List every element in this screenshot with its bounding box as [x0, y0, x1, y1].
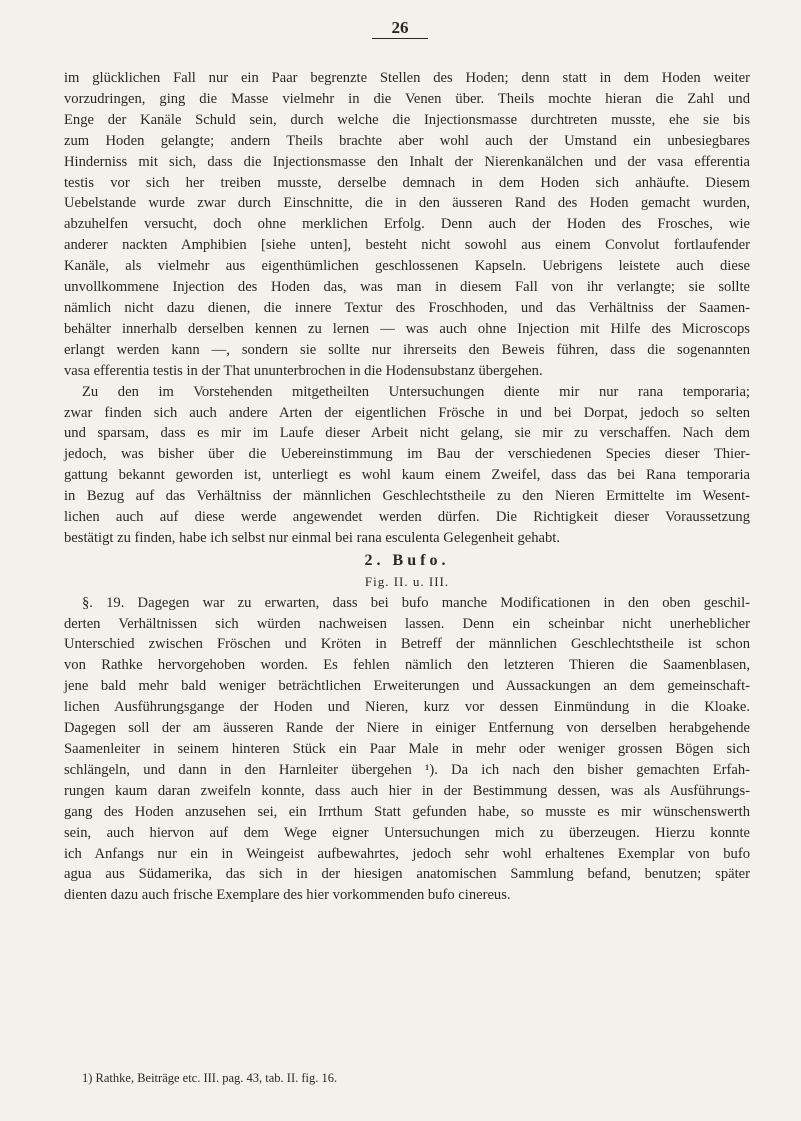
text-line: zwar finden sich auch andere Arten der eigentlichen Frösche in und bei Dorpat, jedoch so selten: [64, 404, 750, 421]
text-line: nämlich nicht dazu dienen, die innere Textur des Froschhoden, und das Verhältniss der Saamen-: [64, 299, 750, 316]
text-line: Zu den im Vorstehenden mitgetheilten Untersuchungen diente mir nur rana temporaria;: [82, 383, 750, 400]
text-line: testis vor sich her treiben musste, derselbe demnach in dem Hoden sich anhäufte. Diesem: [64, 174, 750, 191]
text-line: in Bezug auf das Verhältniss der männlichen Geschlechtstheile zu den Nieren Ermittelte im Wesent-: [64, 488, 750, 505]
text-line: Kanäle, als vielmehr aus eigenthümlichen geschlossenen Kapseln. Uebrigens leistete auch diese: [64, 258, 750, 275]
text-line: schlängeln, und dann in den Harnleiter übergehen ¹). Da ich nach den bisher gemachten Erfah-: [64, 761, 750, 778]
text-line: agua aus Südamerika, das sich in der hiesigen anatomischen Sammlung befand, benutzen; später: [64, 866, 750, 883]
text-line: erlangt werden kann —, sondern sie sollte nur ihrerseits den Beweis führen, dass die sogenannten: [64, 341, 750, 358]
text-line: bestätigt zu finden, habe ich selbst nur einmal bei rana esculenta Gelegenheit gehabt.: [64, 529, 561, 546]
figure-reference: Fig. II. u. III.: [364, 573, 450, 589]
text-line: vasa efferentia testis in der That ununterbrochen in die Hodensubstanz übergehen.: [64, 362, 543, 379]
text-line: zum Hoden gelangte; andern Theils brachte aber wohl auch der Umstand ein unbesiegbares: [64, 132, 750, 149]
body-text: [64, 68, 750, 906]
footnote: 1) Rathke, Beiträge etc. III. pag. 43, tab. II. fig. 16.: [82, 1071, 338, 1085]
text-line: sein, auch hiervon auf dem Wege eigner Untersuchungen mich zu überzeugen. Hierzu konnte: [64, 824, 750, 841]
text-line: derten Verhältnissen sich würden nachweisen lassen. Denn ein scheinbar nicht unerheblicher: [64, 615, 750, 632]
text-line: jedoch, was bisher über die Uebereinstimmung im Bau der verschiedenen Species dieser Thier-: [64, 446, 750, 463]
text-line: gang des Hoden anzusehen sei, ein Irrthum Statt gefunden habe, so musste es mir wünschenswerth: [64, 803, 750, 820]
paragraph-2: [64, 382, 750, 549]
text-line: lichen Ausführungsgange der Hoden und Nieren, kurz vor dessen Einmündung in die Kloake.: [64, 699, 750, 716]
text-line: jene bald mehr bald weniger beträchtlichen Erweiterungen und Aussackungen an dem gemeinschaft-: [64, 678, 750, 695]
text-line: dienten dazu auch frische Exemplare des hier vorkommenden bufo cinereus.: [64, 887, 511, 904]
text-line: gattung bekannt geworden ist, unterliegt es wohl kaum einem Zweifel, dass das bei Rana temporaria: [64, 467, 750, 484]
text-line: lichen auch auf diese werde angewendet werden dürfen. Die Richtigkeit dieser Voraussetzung: [64, 509, 750, 526]
text-line: Uebelstande wurde zwar durch Einschnitte, die in den äusseren Rand des Hoden gemacht wurden,: [64, 195, 750, 212]
text-line: anderer nackten Amphibien [siehe unten], besteht nicht sowohl aus einem Convolut fortlaufender: [64, 237, 750, 254]
page-number: 26: [391, 18, 409, 37]
text-line: behälter innerhalb derselben kennen zu lernen — was auch ohne Injection mit Hilfe des Microscops: [64, 320, 750, 337]
text-line: Enge der Kanäle Schuld sein, durch welche die Injectionsmasse durchtreten musste, ehe sie bis: [64, 111, 750, 128]
text-line: vorzudringen, ging die Masse vielmehr in die Venen über. Theils mochte hieran die Zahl und: [64, 90, 750, 107]
text-line: ich Anfangs nur ein in Weingeist aufbewahrtes, jedoch sehr wohl erhaltenes Exemplar von bufo: [64, 845, 750, 862]
text-line: Saamenleiter in seinem hinteren Stück ein Paar Male in mehr oder weniger grossen Bögen sich: [64, 741, 750, 757]
text-line: Unterschied zwischen Fröschen und Kröten in Betreff der männlichen Geschlechtstheile ist schon: [64, 636, 750, 653]
paragraph-3: [64, 614, 750, 907]
paragraph-1: [64, 68, 750, 382]
text-line: Hinderniss mit sich, dass die Injectionsmasse den Inhalt der Nierenkanälchen und der vasa efferentia: [64, 153, 750, 170]
text-line: von Rathke hervorgehoben worden. Es fehlen nämlich den letzteren Thieren die Saamenblasen,: [64, 657, 750, 674]
text-line: Dagegen soll der am äusseren Rande der Niere in einiger Entfernung von derselben herabgehende: [64, 720, 750, 737]
text-line: rungen kaum daran zweifeln konnte, dass auch hier in der Bestimmung dessen, was als Ausführungs-: [64, 782, 750, 799]
text-line: unvollkommene Injection des Hoden das, was man in diesem Fall von ihr verlangte; sie sollte: [64, 279, 750, 296]
section-heading: 2. Bufo.: [364, 551, 450, 569]
text-line: und sparsam, dass es mir im Laufe dieser Arbeit nicht gelang, sie mir zu verschaffen. Nach dem: [64, 425, 750, 442]
text-line: im glücklichen Fall nur ein Paar begrenzte Stellen des Hoden; denn statt in dem Hoden weiter: [64, 70, 750, 86]
page-number-rule: [372, 38, 428, 39]
paragraph-3-first-line: §. 19. Dagegen war zu erwarten, dass bei bufo manche Modificationen in den oben geschil-: [82, 594, 750, 611]
text-line: abzuhelfen versucht, doch ohne merklichen Erfolg. Denn auch der Hoden des Frosches, wie: [64, 216, 750, 233]
